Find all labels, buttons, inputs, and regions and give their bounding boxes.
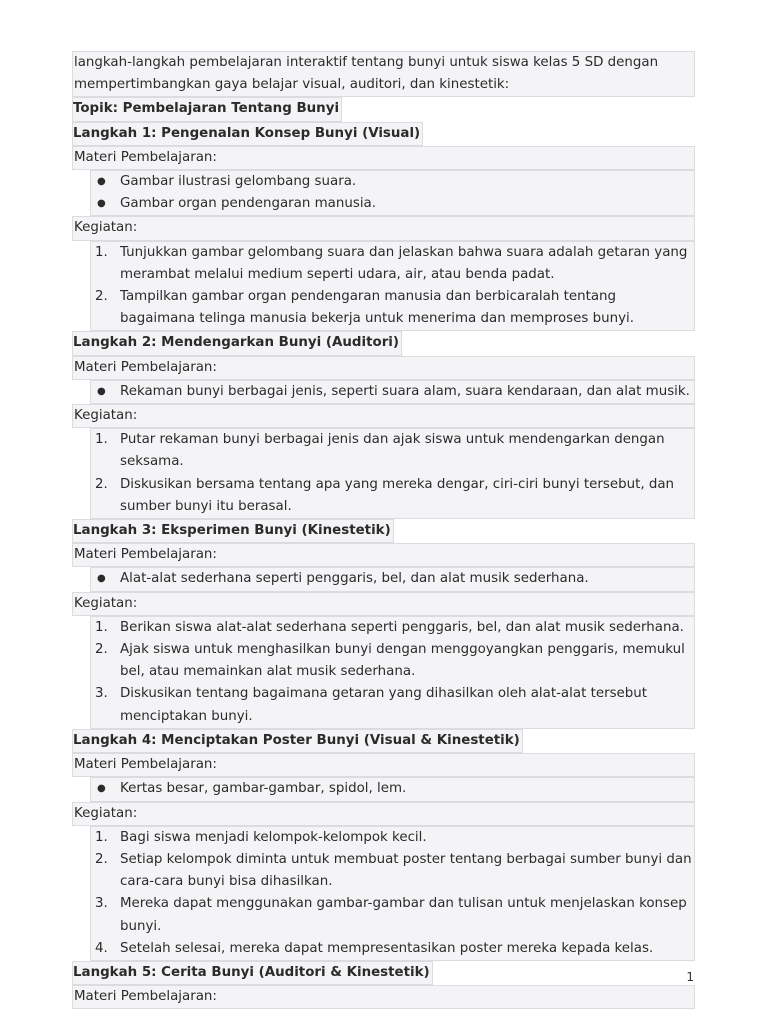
- material-text: Rekaman bunyi berbagai jenis, seperti suara alam, suara kendaraan, dan alat musik.: [120, 383, 690, 399]
- item-number: 4.: [95, 940, 108, 956]
- item-number: 1.: [95, 829, 108, 845]
- list-item: [91, 683, 694, 727]
- bullet-icon: ●: [97, 385, 106, 397]
- materials-label: Materi Pembelajaran:: [72, 146, 695, 170]
- list-item: [91, 568, 694, 590]
- list-item: [91, 474, 694, 518]
- activities-list: [90, 428, 695, 519]
- materials-label: Materi Pembelajaran:: [72, 753, 695, 777]
- bullet-icon: ●: [97, 176, 106, 188]
- list-item: [91, 242, 694, 286]
- activities-list: [90, 241, 695, 332]
- item-number: 2.: [95, 851, 108, 867]
- list-item: [91, 893, 694, 937]
- materials-list: [90, 170, 695, 216]
- list-item: [91, 286, 694, 330]
- list-item: [91, 639, 694, 683]
- document-body: [72, 51, 695, 1009]
- activity-text: Diskusikan tentang bagaimana getaran yang dihasilkan oleh alat-alat tersebut menciptakan bunyi.: [120, 686, 648, 724]
- step-heading: Langkah 3: Eksperimen Bunyi (Kinestetik): [72, 519, 394, 543]
- list-item: [91, 193, 694, 215]
- activity-text: Diskusikan bersama tentang apa yang mereka dengar, ciri-ciri bunyi tersebut, dan sumber bunyi itu berasal.: [120, 476, 675, 514]
- list-item: [91, 778, 694, 800]
- item-number: 1.: [95, 244, 108, 260]
- activity-text: Bagi siswa menjadi kelompok-kelompok kecil.: [120, 829, 427, 845]
- material-text: Kertas besar, gambar-gambar, spidol, lem.: [120, 781, 407, 797]
- activity-text: Tampilkan gambar organ pendengaran manusia dan berbicaralah tentang bagaimana telinga manusia bekerja untuk menerima dan memproses bunyi.: [120, 289, 634, 327]
- activities-label: Kegiatan:: [72, 216, 695, 240]
- activity-text: Mereka dapat menggunakan gambar-gambar dan tulisan untuk menjelaskan konsep bunyi.: [120, 896, 687, 934]
- bullet-icon: ●: [97, 198, 106, 210]
- step-heading: Langkah 4: Menciptakan Poster Bunyi (Visual & Kinestetik): [72, 729, 523, 753]
- step-heading: Langkah 1: Pengenalan Konsep Bunyi (Visual): [72, 122, 423, 146]
- activity-text: Setelah selesai, mereka dapat mempresentasikan poster mereka kepada kelas.: [120, 940, 654, 956]
- page-number: 1: [686, 970, 694, 984]
- list-item: [91, 938, 694, 960]
- materials-list: [90, 777, 695, 801]
- activities-label: Kegiatan:: [72, 592, 695, 616]
- activity-text: Berikan siswa alat-alat sederhana seperti penggaris, bel, dan alat musik sederhana.: [120, 619, 684, 635]
- activity-text: Tunjukkan gambar gelombang suara dan jelaskan bahwa suara adalah getaran yang merambat melalui medium seperti udara, air, atau benda padat.: [120, 244, 688, 282]
- list-item: [91, 171, 694, 193]
- activities-list: [90, 826, 695, 961]
- materials-list: [90, 380, 695, 404]
- list-item: [91, 617, 694, 639]
- material-text: Alat-alat sederhana seperti penggaris, bel, dan alat musik sederhana.: [120, 571, 589, 587]
- item-number: 1.: [95, 432, 108, 448]
- step-heading: Langkah 5: Cerita Bunyi (Auditori & Kinestetik): [72, 961, 433, 985]
- list-item: [91, 849, 694, 893]
- materials-label: Materi Pembelajaran:: [72, 356, 695, 380]
- item-number: 2.: [95, 642, 108, 658]
- activities-label: Kegiatan:: [72, 404, 695, 428]
- item-number: 3.: [95, 686, 108, 702]
- item-number: 2.: [95, 476, 108, 492]
- item-number: 1.: [95, 619, 108, 635]
- list-item: [91, 827, 694, 849]
- step-heading: Langkah 2: Mendengarkan Bunyi (Auditori): [72, 331, 402, 355]
- topic-heading: Topik: Pembelajaran Tentang Bunyi: [72, 97, 342, 121]
- activity-text: Putar rekaman bunyi berbagai jenis dan ajak siswa untuk mendengarkan dengan seksama.: [120, 432, 665, 470]
- materials-label: Materi Pembelajaran:: [72, 543, 695, 567]
- list-item: [91, 381, 694, 403]
- material-text: Gambar organ pendengaran manusia.: [120, 196, 376, 212]
- materials-list: [90, 567, 695, 591]
- steps-container: [72, 122, 695, 1010]
- activities-label: Kegiatan:: [72, 802, 695, 826]
- bullet-icon: ●: [97, 573, 106, 585]
- activity-text: Ajak siswa untuk menghasilkan bunyi dengan menggoyangkan penggaris, memukul bel, atau memainkan alat musik sederhana.: [120, 642, 685, 680]
- materials-label: Materi Pembelajaran:: [72, 985, 695, 1009]
- activity-text: Setiap kelompok diminta untuk membuat poster tentang berbagai sumber bunyi dan cara-cara bunyi bisa dihasilkan.: [120, 851, 692, 890]
- activities-list: [90, 616, 695, 729]
- material-text: Gambar ilustrasi gelombang suara.: [120, 174, 357, 190]
- list-item: [91, 429, 694, 473]
- item-number: 2.: [95, 289, 108, 305]
- item-number: 3.: [95, 896, 108, 912]
- bullet-icon: ●: [97, 783, 106, 795]
- intro-paragraph: langkah-langkah pembelajaran interaktif tentang bunyi untuk siswa kelas 5 SD dengan mempertimbangkan gaya belajar visual, auditori, dan kinestetik:: [72, 51, 695, 97]
